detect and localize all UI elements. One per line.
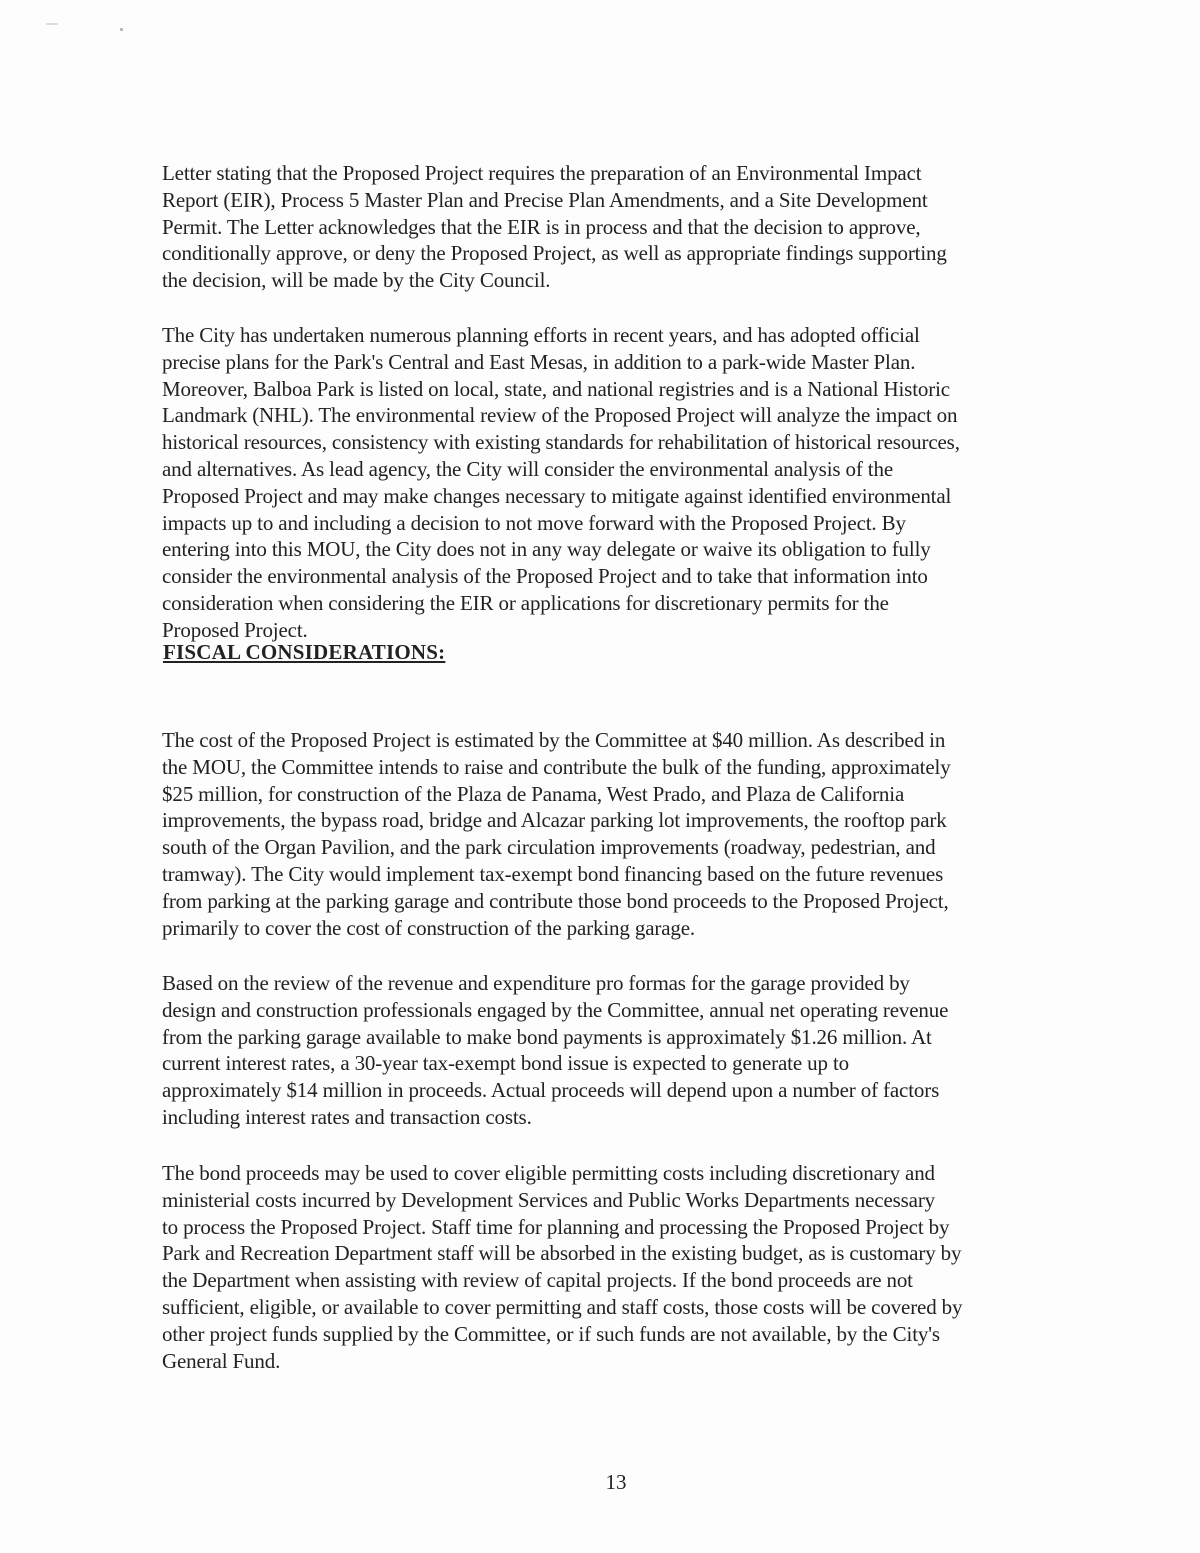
text-line: south of the Organ Pavilion, and the park circulation improvements (roadway, pedestrian, and <box>162 835 936 860</box>
text-line: improvements, the bypass road, bridge and Alcazar parking lot improvements, the rooftop park <box>162 808 947 833</box>
paragraph-2 <box>162 322 1072 644</box>
text-line: historical resources, consistency with existing standards for rehabilitation of historical resources, <box>162 430 960 455</box>
text-line: primarily to cover the cost of construction of the parking garage. <box>162 915 696 940</box>
text-line: Based on the review of the revenue and expenditure pro formas for the garage provided by <box>162 971 910 995</box>
section-heading-fiscal-considerations: FISCAL CONSIDERATIONS: <box>163 640 446 664</box>
text-line: The bond proceeds may be used to cover eligible permitting costs including discretionary and <box>162 1161 935 1185</box>
text-line: design and construction professionals engaged by the Committee, annual net operating revenue <box>162 997 949 1022</box>
text-line: Permit. The Letter acknowledges that the EIR is in process and that the decision to approve, <box>162 214 921 239</box>
paragraph-5 <box>162 1160 1072 1374</box>
text-line: ministerial costs incurred by Development Services and Public Works Departments necessary <box>162 1187 936 1212</box>
text-line: other project funds supplied by the Committee, or if such funds are not available, by the City's <box>162 1321 940 1346</box>
paragraph-4 <box>162 970 1072 1131</box>
text-line: from the parking garage available to make bond payments is approximately $1.26 million. At <box>162 1024 932 1049</box>
text-line: General Fund. <box>162 1348 281 1373</box>
text-line: Report (EIR), Process 5 Master Plan and Precise Plan Amendments, and a Site Development <box>162 187 928 212</box>
text-line: $25 million, for construction of the Plaza de Panama, West Prado, and Plaza de California <box>162 781 905 806</box>
text-line: Letter stating that the Proposed Project requires the preparation of an Environmental Impact <box>162 161 922 185</box>
text-line: Landmark (NHL). The environmental review of the Proposed Project will analyze the impact on <box>162 403 958 428</box>
text-line: Proposed Project. <box>162 617 308 642</box>
text-line: precise plans for the Park's Central and East Mesas, in addition to a park-wide Master Plan. <box>162 349 916 374</box>
text-line: the MOU, the Committee intends to raise and contribute the bulk of the funding, approximately <box>162 754 951 779</box>
text-line: consideration when considering the EIR or applications for discretionary permits for the <box>162 590 889 615</box>
text-line: The cost of the Proposed Project is estimated by the Committee at $40 million. As described in <box>162 728 946 752</box>
scan-artifact <box>120 28 123 31</box>
text-line: current interest rates, a 30-year tax-exempt bond issue is expected to generate up to <box>162 1051 849 1076</box>
text-line: and alternatives. As lead agency, the City will consider the environmental analysis of the <box>162 456 894 481</box>
text-line: the decision, will be made by the City Council. <box>162 268 551 293</box>
text-line: consider the environmental analysis of the Proposed Project and to take that information into <box>162 564 928 589</box>
text-line: from parking at the parking garage and contribute those bond proceeds to the Proposed Project, <box>162 888 949 913</box>
text-line: approximately $14 million in proceeds. Actual proceeds will depend upon a number of factors <box>162 1078 940 1103</box>
text-line: impacts up to and including a decision to not move forward with the Proposed Project. By <box>162 510 906 535</box>
text-line: tramway). The City would implement tax-exempt bond financing based on the future revenues <box>162 861 944 886</box>
paragraph-3 <box>162 727 1072 941</box>
text-line: Moreover, Balboa Park is listed on local, state, and national registries and is a National Historic <box>162 376 950 401</box>
scan-artifact <box>46 23 58 25</box>
text-line: to process the Proposed Project. Staff time for planning and processing the Proposed Project by <box>162 1214 950 1239</box>
text-line: The City has undertaken numerous planning efforts in recent years, and has adopted official <box>162 323 920 347</box>
text-line: Proposed Project and may make changes necessary to mitigate against identified environmental <box>162 483 952 508</box>
text-line: sufficient, eligible, or available to cover permitting and staff costs, those costs will be covered by <box>162 1294 963 1319</box>
page-number: 13 <box>605 1470 627 1494</box>
text-line: entering into this MOU, the City does not in any way delegate or waive its obligation to fully <box>162 537 931 562</box>
text-line: conditionally approve, or deny the Proposed Project, as well as appropriate findings supporting <box>162 241 947 266</box>
text-line: the Department when assisting with review of capital projects. If the bond proceeds are not <box>162 1268 913 1293</box>
text-line: including interest rates and transaction costs. <box>162 1104 532 1129</box>
text-line: Park and Recreation Department staff will be absorbed in the existing budget, as is customary by <box>162 1241 962 1266</box>
paragraph-1 <box>162 160 1072 294</box>
